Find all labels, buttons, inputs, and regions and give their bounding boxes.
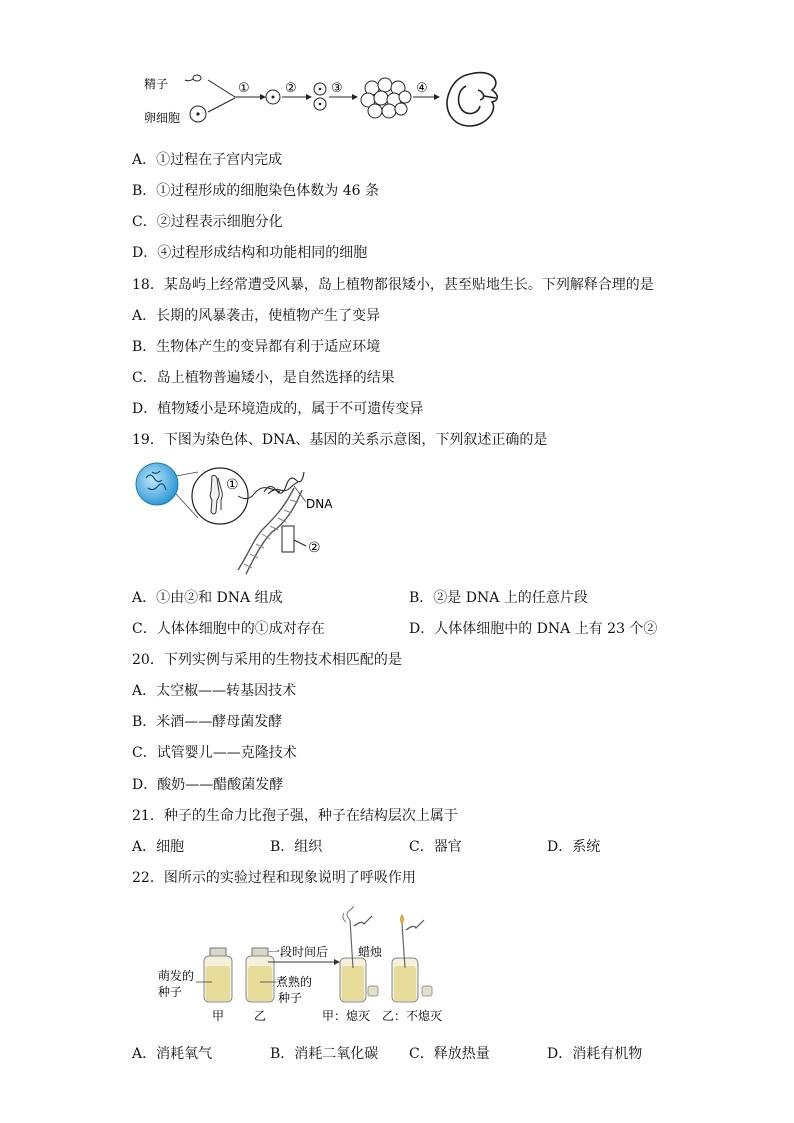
label-1: ① xyxy=(226,477,239,493)
sperm-icon xyxy=(185,75,201,81)
q21-option-a: A．细胞 xyxy=(132,839,185,855)
q20-option-c: C．试管婴儿——克隆技术 xyxy=(132,745,297,761)
chromosome-dna-diagram xyxy=(134,458,344,578)
germ-label-line2: 种子 xyxy=(158,985,183,999)
seed-experiment-diagram xyxy=(156,906,466,1030)
cell-cluster-icon xyxy=(361,78,411,118)
q22-option-d: D．消耗有机物 xyxy=(547,1046,643,1062)
dna-label: DNA xyxy=(306,497,333,511)
q21-stem: 21．种子的生命力比孢子强，种子在结构层次上属于 xyxy=(132,808,458,824)
q19-option-c: C．人体体细胞中的①成对存在 xyxy=(132,621,325,637)
germ-label-line1: 萌发的 xyxy=(158,969,195,983)
q20-option-a: A．太空椒——转基因技术 xyxy=(132,683,297,699)
step-2-label: ② xyxy=(285,81,297,96)
time-label: 一段时间后 xyxy=(268,945,329,959)
q17-option-b: B．①过程形成的细胞染色体数为 46 条 xyxy=(132,183,380,199)
egg-label: 卵细胞 xyxy=(144,111,181,125)
boiled-label-line1: 煮熟的 xyxy=(276,975,313,989)
q21-option-b: B．组织 xyxy=(270,839,323,855)
q19-option-b: B．②是 DNA 上的任意片段 xyxy=(409,590,588,606)
candle-label: 蜡烛 xyxy=(358,945,383,959)
q21-option-c: C．器官 xyxy=(409,839,462,855)
q18-stem: 18．某岛屿上经常遭受风暴，岛上植物都很矮小，甚至贴地生长。下列解释合理的是 xyxy=(132,277,654,293)
q20-option-d: D．酸奶——醋酸菌发酵 xyxy=(132,777,284,793)
q17-option-d: D．④过程形成结构和功能相同的细胞 xyxy=(132,245,368,261)
step-3-label: ③ xyxy=(331,81,343,96)
egg-cell-icon xyxy=(190,106,206,122)
jar-a-label: 甲 xyxy=(212,1009,225,1023)
embryo-icon xyxy=(447,73,497,126)
q18-option-c: C．岛上植物普遍矮小，是自然选择的结果 xyxy=(132,370,395,386)
boiled-label-line2: 种子 xyxy=(278,991,303,1005)
cell-nucleus-icon xyxy=(136,463,178,505)
jar-b-test-icon xyxy=(392,915,432,1002)
q22-option-a: A．消耗氧气 xyxy=(132,1046,213,1062)
q22-option-b: B．消耗二氧化碳 xyxy=(270,1046,379,1062)
q19-option-a: A．①由②和 DNA 组成 xyxy=(132,590,283,606)
step-1-label: ① xyxy=(238,81,250,96)
sperm-label: 精子 xyxy=(144,77,169,91)
q22-stem: 22．图所示的实验过程和现象说明了呼吸作用 xyxy=(132,870,416,886)
q20-option-b: B．米酒——酵母菌发酵 xyxy=(132,714,283,730)
q20-stem: 20．下列实例与采用的生物技术相匹配的是 xyxy=(132,652,402,668)
q18-option-b: B．生物体产生的变异都有利于适应环境 xyxy=(132,339,381,355)
q17-option-a: A．①过程在子宫内完成 xyxy=(132,152,283,168)
gene-segment-bracket xyxy=(282,526,294,552)
q18-option-a: A．长期的风暴袭击，使植物产生了变异 xyxy=(132,308,381,324)
label-2: ② xyxy=(308,540,321,556)
q22-option-c: C．释放热量 xyxy=(409,1046,490,1062)
q17-option-c: C．②过程表示细胞分化 xyxy=(132,214,283,230)
q19-stem: 19．下图为染色体、DNA、基因的关系示意图，下列叙述正确的是 xyxy=(132,432,548,448)
step-4-label: ④ xyxy=(416,81,428,96)
q21-option-d: D．系统 xyxy=(547,839,601,855)
fertilization-diagram xyxy=(140,66,510,138)
result-label: 甲：熄灭 乙：不熄灭 xyxy=(322,1009,443,1023)
two-cell-icon xyxy=(314,83,326,110)
zygote-icon xyxy=(266,90,280,104)
magnify-circle xyxy=(192,468,248,524)
jar-a-icon xyxy=(204,948,232,1002)
q18-option-d: D．植物矮小是环境造成的，属于不可遗传变异 xyxy=(132,401,424,417)
q19-option-d: D．人体体细胞中的 DNA 上有 23 个② xyxy=(409,621,658,637)
jar-b-label: 乙 xyxy=(254,1009,267,1023)
